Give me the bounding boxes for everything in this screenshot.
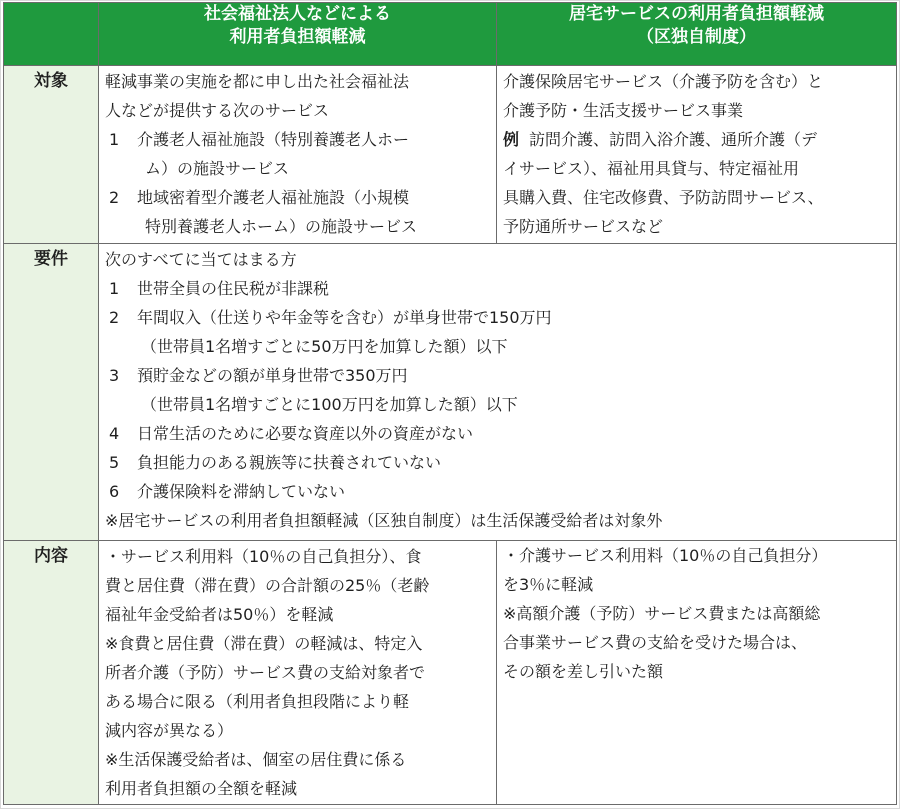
requirements-row — [4, 244, 897, 541]
content-col1-cell — [99, 541, 497, 805]
item-number: 5 — [109, 453, 120, 472]
requirement-item-cont: （世帯員1名増すごとに100万円を加算した額）以下 — [141, 395, 518, 414]
requirement-item — [105, 303, 890, 332]
header-col2-line: （区独自制度） — [637, 27, 756, 47]
target-col1-intro: 人などが提供する次のサービス — [105, 101, 330, 120]
item-text: 負担能力のある親族等に扶養されていない — [137, 453, 442, 472]
requirement-item — [105, 274, 890, 303]
target-row-label: 対象 — [4, 66, 99, 244]
example-label: 例 — [503, 130, 520, 149]
item-number: 2 — [109, 188, 120, 207]
target-row — [4, 66, 897, 244]
item-text: 年間収入（仕送りや年金等を含む）が単身世帯で150万円 — [137, 308, 552, 327]
item-number: 6 — [109, 482, 120, 501]
item-text: 介護保険料を滞納していない — [137, 482, 346, 501]
header-col2-line: 居宅サービスの利用者負担額軽減 — [569, 4, 824, 24]
content-col2-line: を3％に軽減 — [503, 575, 594, 594]
target-col2-intro: 介護予防・生活支援サービス事業 — [503, 101, 744, 120]
header-col1-line: 利用者負担額軽減 — [229, 27, 366, 47]
item-number: 1 — [109, 130, 120, 149]
content-col1-line: ・サービス利用料（10％の自己負担分）、食 — [105, 547, 422, 566]
content-col1-line: ※食費と居住費（滞在費）の軽減は、特定入 — [105, 634, 423, 653]
target-item-cont: 特別養護老人ホーム）の施設サービス — [145, 217, 418, 236]
target-item — [105, 125, 490, 154]
content-col2-cell — [497, 541, 897, 805]
target-example — [503, 125, 890, 154]
requirement-item — [105, 448, 890, 477]
requirements-intro: 次のすべてに当てはまる方 — [105, 250, 297, 269]
example-text: 具購入費、住宅改修費、予防訪問サービス、 — [503, 188, 824, 207]
item-number: 4 — [109, 424, 120, 443]
item-number: 3 — [109, 366, 120, 385]
item-number: 2 — [109, 308, 120, 327]
content-col2-line: 合事業サービス費の支給を受けた場合は、 — [503, 633, 808, 652]
content-col1-line: 利用者負担額の全額を軽減 — [105, 779, 298, 798]
target-item — [105, 183, 490, 212]
item-text: 世帯全員の住民税が非課税 — [137, 279, 330, 298]
header-col2 — [497, 3, 897, 66]
item-text: 介護老人福祉施設（特別養護老人ホー — [137, 130, 410, 149]
header-corner — [4, 3, 99, 66]
requirement-item — [105, 419, 890, 448]
requirements-cell — [99, 244, 897, 541]
target-col2-intro: 介護保険居宅サービス（介護予防を含む）と — [503, 72, 824, 91]
example-text: 予防通所サービスなど — [503, 217, 664, 236]
requirements-note: ※居宅サービスの利用者負担額軽減（区独自制度）は生活保護受給者は対象外 — [105, 511, 663, 530]
header-col1-line: 社会福祉法人などによる — [204, 4, 391, 24]
requirement-item — [105, 361, 890, 390]
content-row-label: 内容 — [4, 541, 99, 805]
item-text: 地域密着型介護老人福祉施設（小規模 — [137, 188, 410, 207]
content-col2-line: ・介護サービス利用料（10％の自己負担分） — [503, 546, 828, 565]
content-row — [4, 541, 897, 805]
target-col2-cell — [497, 66, 897, 244]
content-col2-line: ※高額介護（予防）サービス費または高額総 — [503, 604, 821, 623]
target-item-cont: ム）の施設サービス — [145, 159, 290, 178]
header-col1 — [99, 3, 497, 66]
content-col1-line: 所者介護（予防）サービス費の支給対象者で — [105, 663, 426, 682]
content-col2-line: その額を差し引いた額 — [503, 662, 664, 681]
item-number: 1 — [109, 279, 120, 298]
requirement-item — [105, 477, 890, 506]
target-col1-cell — [99, 66, 497, 244]
header-row — [4, 3, 897, 66]
item-text: 日常生活のために必要な資産以外の資産がない — [137, 424, 474, 443]
comparison-table — [3, 2, 897, 805]
requirement-item-cont: （世帯員1名増すごとに50万円を加算した額）以下 — [141, 337, 508, 356]
content-col1-line: 費と居住費（滞在費）の合計額の25％（老齢 — [105, 576, 430, 595]
content-col1-line: ※生活保護受給者は、個室の居住費に係る — [105, 750, 407, 769]
example-text: 訪問介護、訪問入浴介護、通所介護（デ — [529, 130, 818, 149]
content-col1-line: ある場合に限る（利用者負担段階により軽 — [105, 692, 410, 711]
item-text: 預貯金などの額が単身世帯で350万円 — [137, 366, 408, 385]
target-col1-intro: 軽減事業の実施を都に申し出た社会福祉法 — [105, 72, 410, 91]
content-col1-line: 減内容が異なる） — [105, 721, 234, 740]
example-text: イサービス）、福祉用具貸与、特定福祉用 — [503, 159, 800, 178]
requirements-row-label: 要件 — [4, 244, 99, 541]
content-col1-line: 福祉年金受給者は50％）を軽減 — [105, 605, 334, 624]
